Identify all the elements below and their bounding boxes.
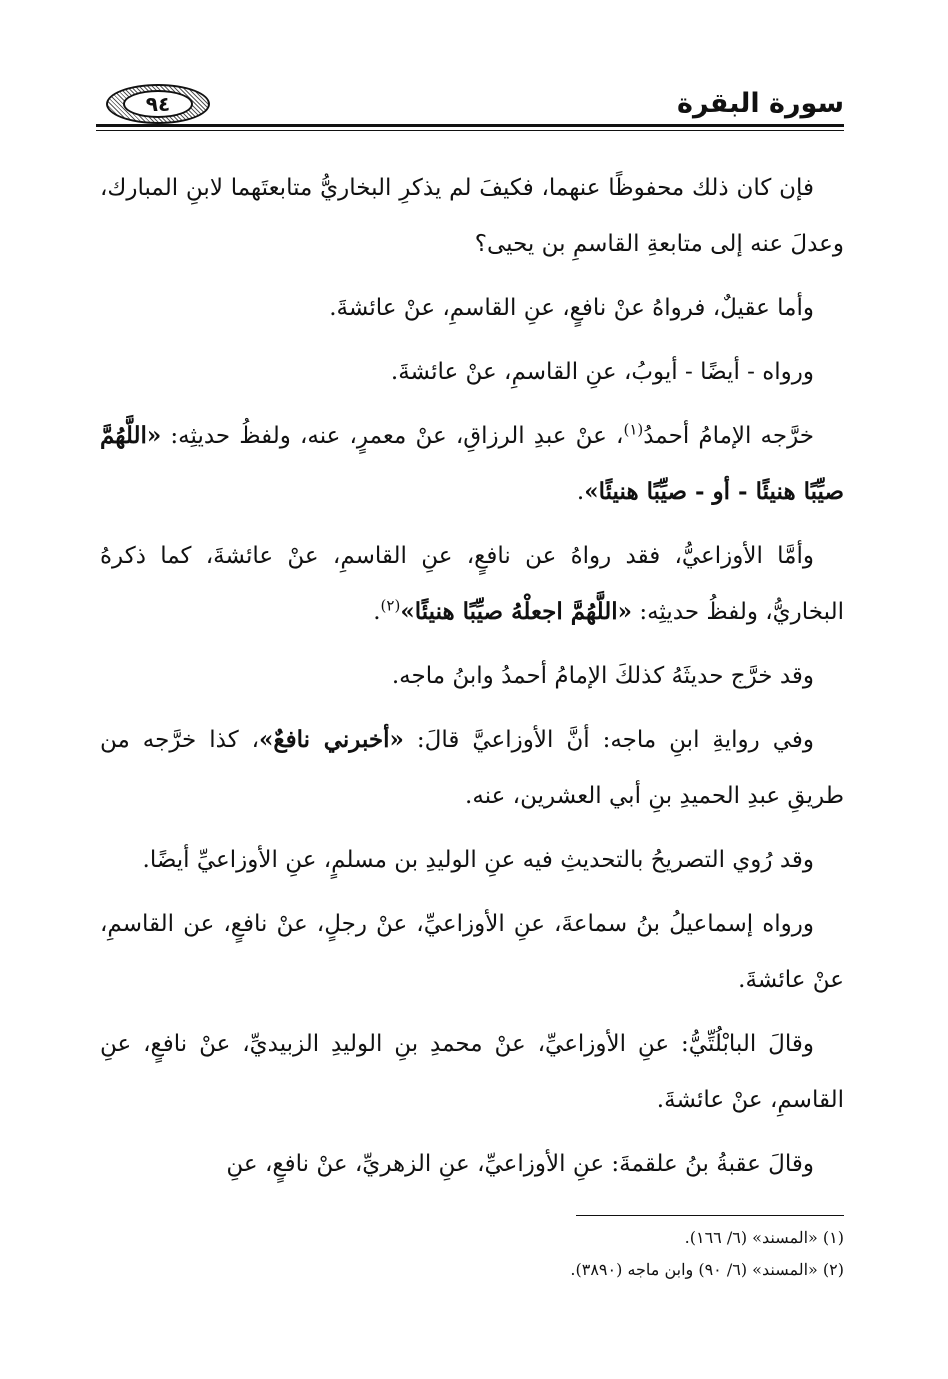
paragraph-4-quote: «اللَّهُمَّ صيِّبًا هنيئًا - أو - صيِّبًا هنيئًا» — [100, 422, 844, 505]
paragraph-4-chain: ، عنْ عبدِ الرزاقِ، عنْ معمرٍ، عنه، ولفظُ حديثِه: — [170, 423, 624, 449]
footnote-2: (٢) «المسند» (٦/ ٩٠) وابن ماجه (٣٨٩٠). — [570, 1260, 844, 1279]
paragraph-7 — [100, 712, 844, 824]
paragraph-11: وقالَ عقبةُ بنُ علقمةَ: عنِ الأوزاعيِّ، عنِ الزهريِّ، عنْ نافعٍ، عنِ — [226, 1151, 814, 1177]
page-number-ornament — [106, 84, 210, 124]
footnote-separator — [576, 1215, 844, 1216]
paragraph-9: ورواه إسماعيلُ بنُ سماعةَ، عنِ الأوزاعيِّ، عنْ رجلٍ، عنْ نافعٍ، عن القاسمِ، عنْ عائشةَ. — [100, 911, 844, 993]
paragraph-4 — [100, 408, 844, 520]
paragraph-6: وقد خرَّج حديثَهُ كذلكَ الإمامُ أحمدُ وابنُ ماجه. — [391, 663, 814, 689]
paragraph-5-lead: وأمَّا الأوزاعيُّ، فقد رواهُ عن نافعٍ، عنِ القاسمِ، عنْ عائشةَ، كما ذكرهُ البخاريُّ، ولفظُ حديثِه: — [100, 543, 844, 625]
paragraph-7-lead: وفي روايةِ ابنِ ماجه: أنَّ الأوزاعيَّ قالَ: — [416, 727, 815, 753]
paragraph-7-quote: «أخبرني نافعٌ» — [259, 726, 404, 753]
paragraph-4-lead: خرَّجه الإمامُ أحمدُ — [643, 423, 814, 449]
page-header — [96, 80, 844, 136]
paragraph-3: ورواه - أيضًا - أيوبُ، عنِ القاسمِ، عنْ عائشةَ. — [390, 359, 814, 385]
paragraph-5 — [100, 528, 844, 640]
paragraph-5-quote: «اللَّهُمَّ اجعلْهُ صيِّبًا هنيئًا» — [400, 598, 633, 625]
paragraph-5-end: . — [373, 599, 381, 625]
paragraph-8: وقد رُوي التصريحُ بالتحديثِ فيه عنِ الوليدِ بن مسلمٍ، عنِ الأوزاعيِّ أيضًا. — [142, 847, 814, 873]
surah-title: سورة البقرة — [677, 88, 844, 119]
header-rule-thin — [96, 130, 844, 131]
main-text — [100, 160, 844, 1200]
paragraph-2: وأما عقيلٌ، فرواهُ عنْ نافعٍ، عنِ القاسمِ، عنْ عائشةَ. — [329, 295, 814, 321]
footnotes — [100, 1222, 844, 1286]
footnote-ref-2[interactable]: (٢) — [380, 596, 401, 615]
paragraph-7-rest: ، كذا خرَّجه من طريقِ عبدِ الحميدِ بنِ أبي العشرين، عنه. — [100, 727, 844, 809]
footnote-ref-1[interactable]: (١) — [623, 420, 644, 439]
header-rule-thick — [96, 124, 844, 127]
footnote-1: (١) «المسند» (٦/ ١٦٦). — [684, 1228, 844, 1247]
paragraph-1: فإن كان ذلك محفوظًا عنهما، فكيفَ لم يذكرِ البخاريُّ متابعتَهما لابنِ المبارك، وعدلَ عنه إلى متابعةِ القاسمِ بن يحيى؟ — [100, 175, 844, 257]
paragraph-10: وقالَ البابْلُتِّيُّ: عنِ الأوزاعيِّ، عنْ محمدِ بنِ الوليدِ الزبيديِّ، عنْ نافعٍ، عنِ القاسمِ، عنْ عائشةَ. — [100, 1031, 844, 1113]
paragraph-4-end: . — [576, 479, 585, 505]
page-number: ٩٤ — [123, 90, 193, 118]
